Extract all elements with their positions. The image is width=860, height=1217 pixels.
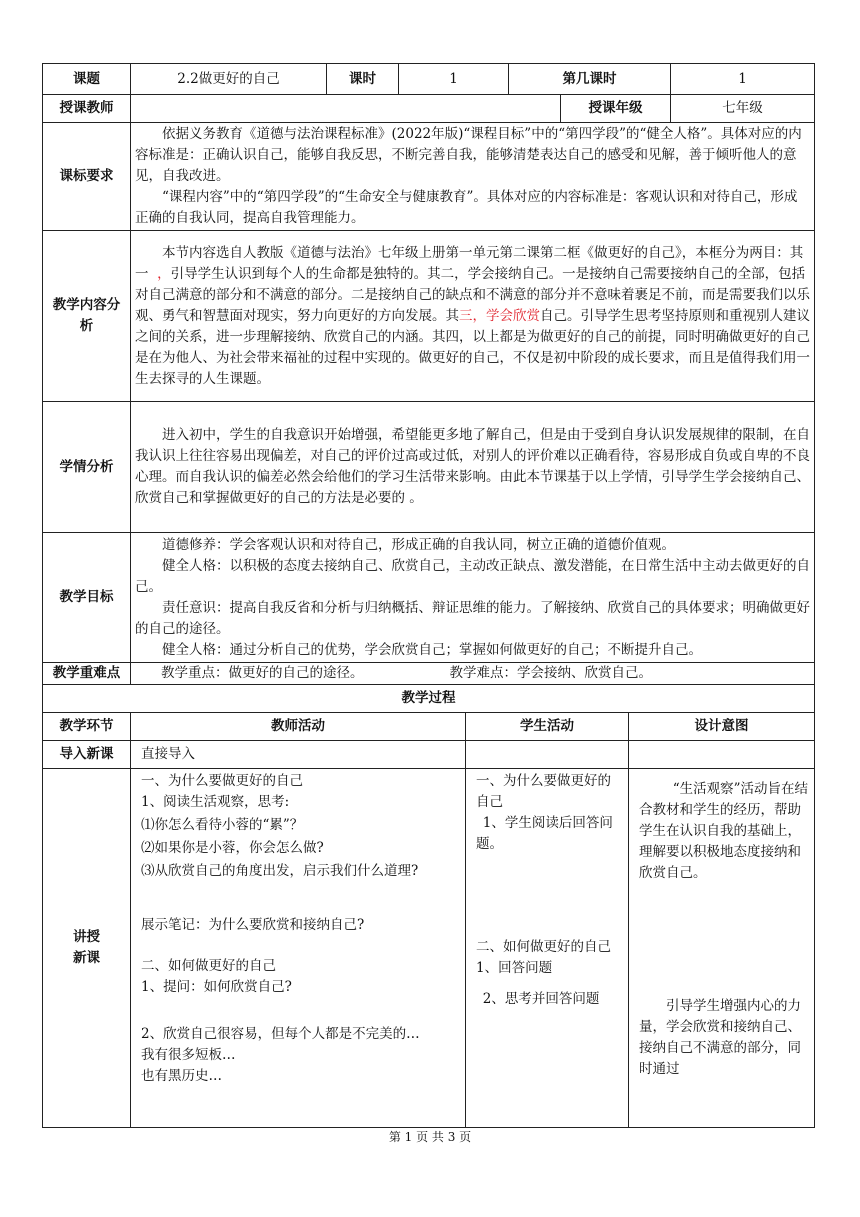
lesson-number-label: 第几课时 [509, 64, 671, 95]
key-focus: 教学重点：做更好的自己的途径。 [161, 665, 364, 681]
student-analysis-cell [131, 402, 815, 533]
teacher-line-11: 也有黑历史… [141, 1068, 222, 1084]
content-text-1: 本节内容选自人教版《道德与法治》七年级上册第一单元第二课第二框《做更好的自己》，本框分为两目：其一 [135, 244, 804, 282]
teacher-line-6: 展示笔记：为什么要欣赏和接纳自己? [141, 917, 365, 933]
goal-2: 健全人格：以积极的态度去接纳自己、欣赏自己，主动改正缺点、激发潜能，在日常生活中主动去做更好的自己。 [135, 557, 810, 595]
process-title: 教学过程 [43, 685, 815, 713]
lecture-student-activity [466, 769, 629, 1128]
intro-student-activity [466, 741, 629, 769]
goal-3: 责任意识：提高自我反省和分析与归纳概括、辩证思维的能力。了解接纳、欣赏自己的具体要求；明确做更好的自己的途径。 [135, 599, 810, 637]
lecture-stage-line-1: 讲授 [73, 929, 100, 945]
intent-paragraph-1: “生活观察”活动旨在结合教材和学生的经历，帮助学生在认识自我的基础上，理解要以积极地态度接纳和欣赏自己。 [639, 781, 809, 881]
key-difficulty: 教学难点：学会接纳、欣赏自己。 [449, 665, 652, 681]
student-line-1: 一、为什么要做更好的自己 [476, 773, 611, 810]
content-analysis-label: 教学内容分析 [43, 231, 131, 402]
lecture-teacher-activity [131, 769, 466, 1128]
teacher-line-7: 二、如何做更好的自己 [141, 958, 276, 974]
teacher-line-10: 我有很多短板… [141, 1047, 236, 1063]
keypoints-label: 教学重难点 [43, 663, 131, 685]
student-line-2: 1、学生阅读后回答问题。 [476, 815, 613, 852]
teacher-line-9: 2、欣赏自己很容易，但每个人都是不完美的… [141, 1026, 420, 1042]
teacher-line-5: ⑶从欣赏自己的角度出发，启示我们什么道理? [141, 863, 419, 879]
content-analysis-paragraph [135, 243, 810, 390]
teacher-line-1: 一、为什么要做更好的自己 [141, 773, 303, 789]
page-footer: 第 1 页 共 3 页 [388, 1130, 472, 1144]
goal-4: 健全人格：通过分析自己的优势，学会欣赏自己；掌握如何做更好的自己；不断提升自己。 [162, 641, 702, 658]
content-red-text-2: 三，学会欣赏 [459, 307, 540, 324]
grade-label: 授课年级 [561, 95, 671, 123]
student-analysis-label: 学情分析 [43, 402, 131, 533]
content-analysis-cell [131, 231, 815, 402]
keypoints-cell [131, 663, 815, 685]
student-line-3: 二、如何做更好的自己 [476, 939, 611, 955]
topic-value: 2.2做更好的自己 [131, 64, 327, 95]
standards-paragraph-2: “课程内容”中的“第四学段”的“生命安全与健康教育”。具体对应的内容标准是：客观认识和对待自己，形成正确的自我认同，提高自我管理能力。 [135, 189, 798, 226]
student-analysis-paragraph: 进入初中，学生的自我意识开始增强，希望能更多地了解自己，但是由于受到自身认识发展规律的限制，在自我认识上往往容易出现偏差，对自己的评价过高或过低，对别人的评价难以正确看待，容易形成自负或自卑的不良心理。而自我认识的偏差必然会给他们的学习生活带来影响。由此本节课基于以上学情，引导学生学会接纳自己、欣赏自己和掌握做更好的自己的方法是必要的 。 [135, 427, 810, 506]
intro-stage: 导入新课 [43, 741, 131, 769]
teacher-value [131, 95, 561, 123]
lecture-stage-line-2: 新课 [73, 950, 100, 966]
content-text-3: 自己。引导学生思考坚持原则和重视别人建议之间的关系，进一步理解接纳、欣赏自己的内涵。其四，以上都是为做更好的自己的前提，同时明确做更好的自己是在为他人、为社会带来福祉的过程中实现的。做更好的自己，不仅是初中阶段的成长要求，而且是值得我们用一生去探寻的人生课题。 [135, 307, 810, 387]
goals-label: 教学目标 [43, 533, 131, 663]
topic-label: 课题 [43, 64, 131, 95]
standards-cell [131, 123, 815, 231]
goals-cell [131, 533, 815, 663]
process-table [42, 712, 815, 1128]
lecture-stage [43, 769, 131, 1128]
lesson-number-value: 1 [671, 64, 815, 95]
intent-paragraph-2: 引导学生增强内心的力量，学会欣赏和接纳自己、接纳自己不满意的部分，同时通过 [639, 998, 801, 1077]
standards-label: 课标要求 [43, 123, 131, 231]
content-red-text-1: ， [157, 265, 171, 282]
teacher-line-4: ⑵如果你是小蓉，你会怎么做? [141, 840, 324, 856]
intro-design-intent [629, 741, 815, 769]
grade-value: 七年级 [671, 95, 815, 123]
column-teacher-activity: 教师活动 [131, 713, 466, 741]
teacher-line-3: ⑴你怎么看待小蓉的“累”？ [141, 817, 304, 833]
teacher-label: 授课教师 [43, 95, 131, 123]
column-stage: 教学环节 [43, 713, 131, 741]
lesson-plan-page [42, 63, 814, 1128]
lecture-design-intent [629, 769, 815, 1128]
student-line-4: 1、回答问题 [476, 960, 553, 976]
hours-value: 1 [399, 64, 509, 95]
standards-paragraph-1: 依据义务教育《道德与法治课程标准》(2022年版)“课程目标”中的“第四学段”的“健全人格”。具体对应的内容标准是：正确认识自己，能够自我反思，不断完善自我，能够清楚表达自己的感受和见解，善于倾听他人的意见，自我改进。 [135, 126, 802, 184]
column-student-activity: 学生活动 [466, 713, 629, 741]
student-line-5: 2、思考并回答问题 [482, 991, 600, 1007]
content-text-2: 引导学生认识到每个人的生命都是独特的。其二，学会接纳自己。一是接纳自己需要接纳自己的全部，包括对自己满意的部分和不满意的部分。二是接纳自己的缺点和不满意的部分并不意味着裹足不前，而是需要我们以乐观、勇气和智慧面对现实，努力向更好的方向发展。其 [135, 265, 810, 324]
lesson-plan-table [42, 63, 815, 713]
teacher-line-8: 1、提问：如何欣赏自己? [141, 979, 292, 995]
teacher-line-2: 1、阅读生活观察，思考: [141, 794, 290, 810]
intro-teacher-activity: 直接导入 [131, 741, 466, 769]
goal-1: 道德修养：学会客观认识和对待自己，形成正确的自我认同，树立正确的道德价值观。 [162, 536, 675, 553]
column-design-intent: 设计意图 [629, 713, 815, 741]
hours-label: 课时 [327, 64, 399, 95]
